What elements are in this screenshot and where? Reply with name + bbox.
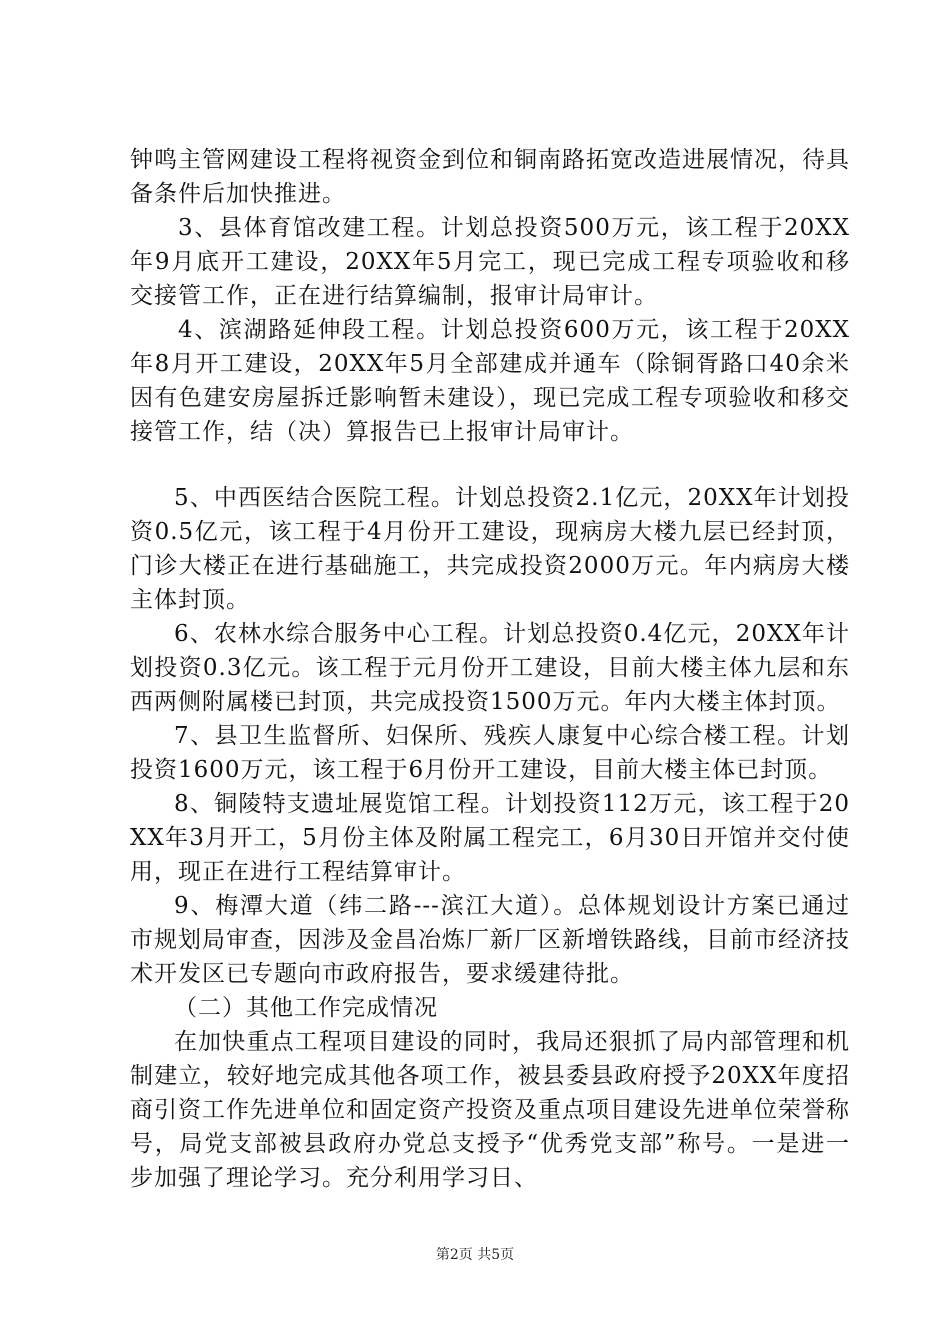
paragraph-item-9: 9、梅潭大道（纬二路---滨江大道）。总体规划设计方案已通过市规划局审查，因涉及金昌冶炼厂新厂区新增铁路线，目前市经济技术开发区已专题向市政府报告，要求缓建待批。	[130, 893, 850, 987]
paragraph-item-4: 4、滨湖路延伸段工程。计划总投资600万元，该工程于20XX年8月开工建设，20XX年5月全部建成并通车（除铜胥路口40余米因有色建安房屋拆迁影响暂未建设），现已完成工程专项验收和移交接管工作，结（决）算报告已上报审计局审计。	[130, 317, 850, 445]
paragraph-item-7: 7、县卫生监督所、妇保所、残疾人康复中心综合楼工程。计划投资1600万元，该工程于6月份开工建设，目前大楼主体已封顶。	[130, 723, 850, 783]
paragraph-item-5: 5、中西医结合医院工程。计划总投资2.1亿元，20XX年计划投资0.5亿元，该工程于4月份开工建设，现病房大楼九层已经封顶，门诊大楼正在进行基础施工，共完成投资2000万元。年内病房大楼主体封顶。	[130, 485, 850, 613]
paragraph-continuation: 钟鸣主管网建设工程将视资金到位和铜南路拓宽改造进展情况，待具备条件后加快推进。	[130, 147, 850, 207]
paragraph-item-3: 3、县体育馆改建工程。计划总投资500万元，该工程于20XX年9月底开工建设，20XX年5月完工，现已完成工程专项验收和移交接管工作，正在进行结算编制，报审计局审计。	[130, 215, 850, 309]
document-body	[130, 143, 850, 1195]
page-number-footer: 第2页 共5页	[435, 1247, 515, 1263]
paragraph-spacer	[130, 449, 850, 481]
paragraph-other-work: 在加快重点工程项目建设的同时，我局还狠抓了局内部管理和机制建立，较好地完成其他各项工作，被县委县政府授予20XX年度招商引资工作先进单位和固定资产投资及重点项目建设先进单位荣誉称号，局党支部被县政府办党总支授予“优秀党支部”称号。一是进一步加强了理论学习。充分利用学习日、	[130, 1029, 850, 1191]
paragraph-item-6: 6、农林水综合服务中心工程。计划总投资0.4亿元，20XX年计划投资0.3亿元。该工程于元月份开工建设，目前大楼主体九层和东西两侧附属楼已封顶，共完成投资1500万元。年内大楼主体封顶。	[130, 621, 850, 715]
paragraph-item-8: 8、铜陵特支遗址展览馆工程。计划投资112万元，该工程于20XX年3月开工，5月份主体及附属工程完工，6月30日开馆并交付使用，现正在进行工程结算审计。	[130, 791, 850, 885]
section-heading: （二）其他工作完成情况	[174, 995, 438, 1021]
